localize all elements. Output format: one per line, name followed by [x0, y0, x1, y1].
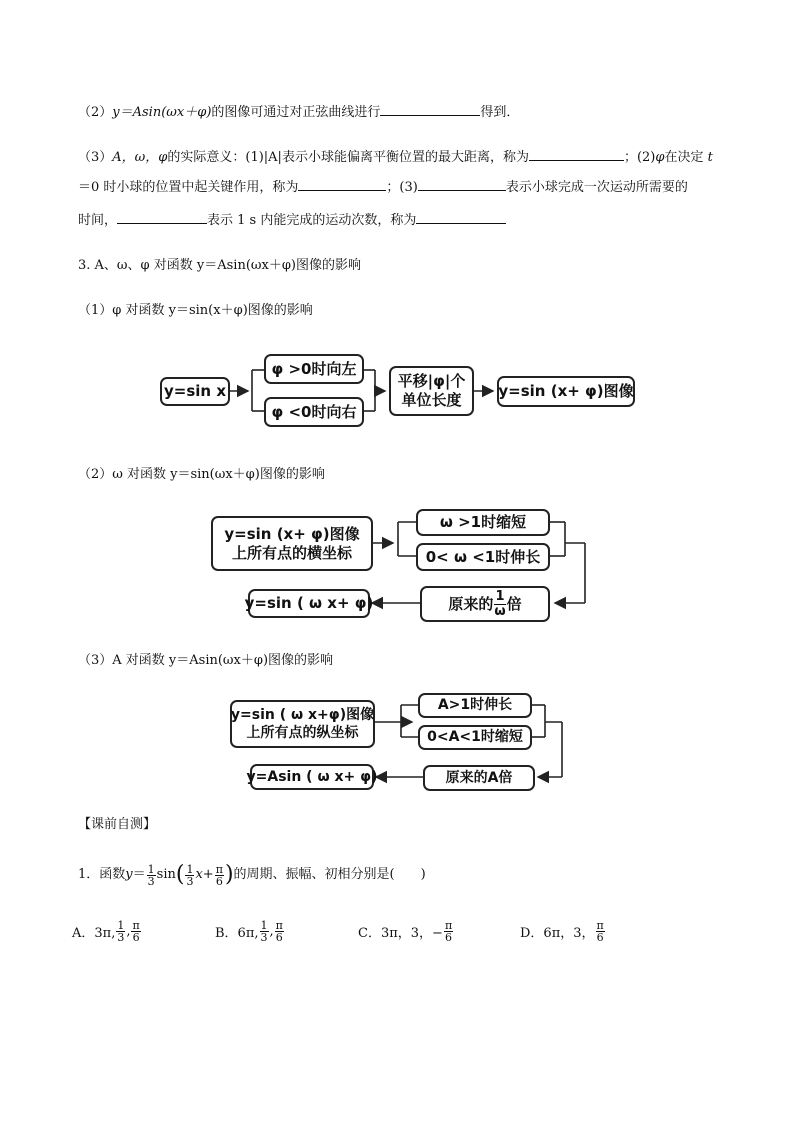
q3-text-2: ；(2) [623, 150, 656, 165]
q3-text: 的实际意义：(1)|A|表示小球能偏离平衡位置的最大距离，称为 [167, 150, 529, 165]
q3-l3-text: 时间， [78, 213, 118, 228]
option-d-frac [596, 920, 605, 943]
q2-line [78, 103, 519, 122]
q3-line-3 [78, 211, 506, 230]
left-paren: ( [175, 862, 185, 887]
q3-prefix: （3） [78, 150, 113, 165]
option-b-f2d: 6 [275, 931, 283, 944]
d3-start-box [230, 700, 375, 748]
option-b-f2n: π [275, 919, 283, 932]
option-a[interactable] [72, 920, 142, 943]
d2-lt-box: 0< ω <1时伸长 [416, 543, 550, 571]
problem-1-phase [215, 864, 224, 887]
q3-phi: φ [655, 150, 665, 165]
q3-l2-text-2: ；(3) [386, 180, 418, 195]
option-c-label: C．3π，3，− [358, 926, 443, 941]
option-b-label: B．6π, [215, 926, 259, 941]
d2-start-line-1: y=sin (x+ φ)图像 [224, 524, 360, 543]
q3-blank-1[interactable] [529, 148, 624, 161]
d3-scale-box: 原来的A倍 [423, 765, 535, 791]
d2-scale-prefix: 原来的 [448, 594, 494, 613]
q3-t: t [707, 150, 713, 165]
option-d-f2n: π [596, 919, 604, 932]
option-b-frac-1 [260, 920, 269, 943]
option-a-comma: , [126, 924, 131, 939]
q3-text-3: 在决定 [664, 150, 704, 165]
d2-scale-box [420, 586, 550, 622]
sub3-title: （3）A 对函数 y＝Asin(ωx＋φ)图像的影响 [78, 653, 334, 668]
q3-blank-3[interactable] [418, 178, 506, 191]
q3-vars: A，ω，φ [112, 150, 168, 165]
option-a-f1d: 3 [117, 931, 125, 944]
d2-start-line-2: 上所有点的横坐标 [231, 543, 352, 562]
inner-den: 3 [186, 874, 194, 888]
problem-1-inner-coef [185, 864, 194, 887]
q3-blank-5[interactable] [416, 211, 506, 224]
q2-blank[interactable] [380, 103, 480, 116]
d3-start-line-2: 上所有点的纵坐标 [246, 725, 359, 741]
option-c[interactable] [358, 920, 454, 943]
option-b-f1n: 1 [260, 919, 268, 932]
q3-line-1 [78, 148, 713, 167]
option-b-frac-2 [275, 920, 284, 943]
option-a-f1n: 1 [117, 919, 125, 932]
option-b-comma: , [269, 924, 274, 939]
coef-num: 1 [147, 862, 155, 876]
option-a-frac-1 [116, 920, 125, 943]
q3-blank-2[interactable] [298, 178, 386, 191]
option-c-f2d: 6 [445, 931, 453, 944]
section-3-title: 3. A、ω、φ 对函数 y＝Asin(ωx＋φ)图像的影响 [78, 258, 362, 273]
q3-blank-4[interactable] [117, 211, 207, 224]
problem-1-prefix: 1．函数 [78, 867, 126, 882]
d1-result-box: y=sin (x+ φ)图像 [497, 376, 635, 407]
phase-den: 6 [215, 874, 223, 888]
coef-den: 3 [147, 874, 155, 888]
inner-num: 1 [186, 862, 194, 876]
d1-shift-line-1: 平移|φ|个 [397, 372, 466, 390]
q2-formula: y＝Asin(ωx＋φ) [112, 105, 212, 120]
option-a-label: A．3π, [72, 926, 116, 941]
option-c-frac [444, 920, 453, 943]
problem-1-sin: sin [156, 867, 176, 882]
d2-gt-box: ω >1时缩短 [416, 509, 550, 536]
option-d-f2d: 6 [596, 931, 604, 944]
d3-gt-box: A>1时伸长 [418, 693, 532, 718]
option-b[interactable] [215, 920, 285, 943]
q3-l3-text-2: 表示 1 s 内能完成的运动次数，称为 [207, 213, 417, 228]
phase-num: π [215, 862, 223, 876]
d2-scale-denominator: ω [494, 603, 506, 619]
d1-start-box: y=sin x [160, 377, 230, 406]
d1-negative-box: φ <0时向右 [264, 397, 364, 427]
problem-1-y: y [125, 867, 133, 882]
q3-l2-text: ＝0 时小球的位置中起关键作用，称为 [78, 180, 299, 195]
sub1-title: （1）φ 对函数 y＝sin(x＋φ)图像的影响 [78, 303, 313, 318]
option-a-frac-2 [131, 920, 140, 943]
self-test-heading: 【课前自测】 [78, 817, 157, 832]
option-a-f2n: π [132, 919, 140, 932]
option-c-f2n: π [444, 919, 453, 932]
d1-shift-box [389, 366, 474, 416]
problem-1-coef [147, 864, 156, 887]
problem-1-plus: + [202, 867, 214, 882]
q2-end: 得到． [480, 105, 520, 120]
d1-shift-line-2: 单位长度 [401, 391, 462, 409]
d2-scale-numerator: 1 [495, 588, 505, 604]
d2-scale-suffix: 倍 [506, 594, 522, 613]
d3-result-box: y=Asin ( ω x+ φ) [250, 764, 374, 790]
right-paren: ) [224, 862, 234, 887]
option-d-label: D．6π，3， [520, 926, 595, 941]
problem-1-equals: ＝ [132, 867, 146, 882]
problem-1 [78, 860, 426, 890]
d2-scale-fraction [494, 590, 505, 619]
d3-start-line-1: y=sin ( ω x+φ)图像 [230, 707, 375, 723]
option-d[interactable] [520, 920, 606, 943]
q3-line-2 [78, 178, 688, 197]
q2-prefix: （2） [78, 105, 113, 120]
q3-l2-text-3: 表示小球完成一次运动所需要的 [505, 180, 688, 195]
d2-result-box: y=sin ( ω x+ φ) [248, 589, 370, 618]
d1-positive-box: φ >0时向左 [264, 354, 364, 384]
problem-1-x: x [195, 867, 203, 882]
problem-1-suffix: 的周期、振幅、初相分别是( ) [233, 867, 426, 882]
d2-start-box [211, 516, 373, 571]
option-a-f2d: 6 [132, 931, 140, 944]
sub2-title: （2）ω 对函数 y＝sin(ωx＋φ)图像的影响 [78, 467, 325, 482]
option-b-f1d: 3 [260, 931, 268, 944]
d3-lt-box: 0<A<1时缩短 [418, 725, 532, 750]
q2-text: 的图像可通过对正弦曲线进行 [211, 105, 381, 120]
